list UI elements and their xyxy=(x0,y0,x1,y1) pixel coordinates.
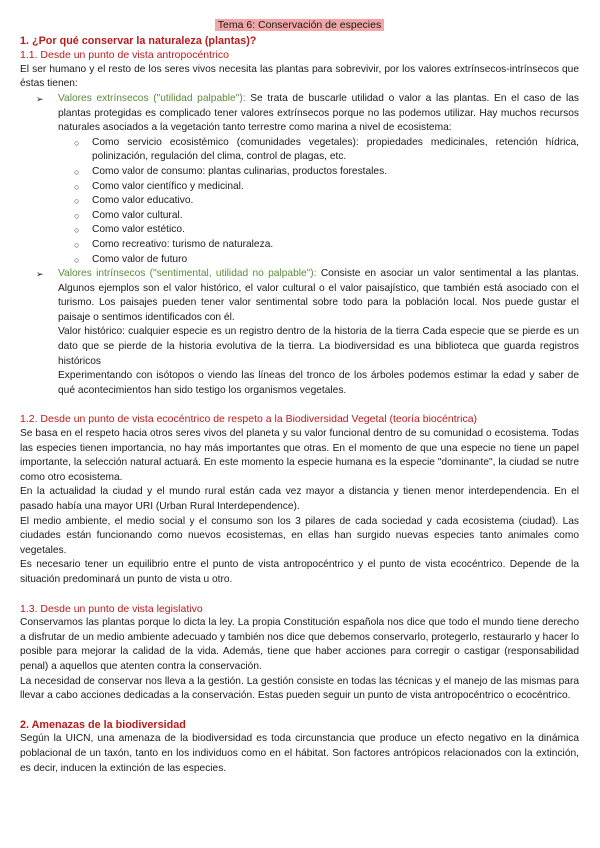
circle-bullet-icon: ○ xyxy=(74,181,80,192)
circle-bullet-icon: ○ xyxy=(74,239,80,250)
section-1-2-paragraph-2: En la actualidad la ciudad y el mundo rural están cada vez mayor a distancia y tienen menor interdependencia. En el pasado había una mayor URI (Urban Rural Interdependence). xyxy=(20,486,579,512)
circle-bullet-icon: ○ xyxy=(74,225,80,236)
extrinsic-sublist xyxy=(58,136,579,267)
section-1-2-paragraph-3: El medio ambiente, el medio social y el consumo son los 3 pilares de cada sociedad y cada ecosistema (ciudad). Las ciudades están funcionando como nuevos ecosistemas, en ellas han surgido nuevas especies tanto animales como vegetales. xyxy=(20,515,579,556)
section-1-2-heading: 1.2. Desde un punto de vista ecocéntrico de respeto a la Biodiversidad Vegetal (teoría biocéntrica) xyxy=(20,413,478,426)
list-item: ○ Como servicio ecosistémico (comunidades vegetales): propiedades medicinales, retención hídrica, polinización, regulación del clima, control de plagas, etc. xyxy=(74,136,579,163)
circle-bullet-icon: ○ xyxy=(74,166,80,177)
circle-bullet-icon: ○ xyxy=(74,210,80,221)
list-item: ○ Como valor cultural. xyxy=(92,209,579,224)
circle-bullet-icon: ○ xyxy=(74,254,80,265)
extrinsic-text: Se trata de buscarle utilidad o valor a las plantas. En el caso de las plantas protegidas es complicado tener valores extrínsecos porque no las podemos utilizar. Hay muchos recursos naturales asociados a la vegetación tanto terrestre como marina a nivel de ecosistema: xyxy=(58,92,579,134)
document-title xyxy=(20,18,579,34)
section-1-1-intro: El ser humano y el resto de los seres vivos necesita las plantas para sobrevivir, por los valores extrínsecos-intrínsecos que éstas tienen: xyxy=(20,63,579,90)
section-1-3-paragraph-1: Conservamos las plantas porque lo dicta la ley. La propia Constitución española nos dice que todo el mundo tiene derecho a disfrutar de un medio ambiente adecuado y también nos dice que debemos conservarlo, protegerlo, restaurarlo y hacer lo posible para mejorar la calidad de la vida. Además, tiene que haber acciones para corregir o castigar (responsabilidad penal) a aquellos que atenten contra la conservación. xyxy=(20,617,579,672)
arrow-bullet-icon: ➢ xyxy=(36,269,44,280)
extrinsic-values-item xyxy=(36,92,579,267)
section-1-2-paragraph-4: Es necesario tener un equilibrio entre el punto de vista antropocéntrico y el punto de vista ecocéntrico. Depende de la situación predominará un punto de vista u otro. xyxy=(20,559,579,585)
list-item: ○ Como valor estético. xyxy=(92,223,579,238)
circle-bullet-icon: ○ xyxy=(74,196,80,207)
title-text: Tema 6: Conservación de especies xyxy=(215,19,384,31)
section-2-paragraph-1: Según la UICN, una amenaza de la biodiversidad es toda circunstancia que produce un efecto negativo en la dinámica poblacional de un taxón, tanto en los individuos como en el hábitat. Son factores antrópicos relacionados con la extinción, es decir, inducen la extinción de las especies. xyxy=(20,733,579,774)
list-item: ○ Como recreativo: turismo de naturaleza. xyxy=(92,238,579,253)
section-1-heading: 1. ¿Por qué conservar la naturaleza (plantas)? xyxy=(20,34,257,47)
arrow-bullet-icon: ➢ xyxy=(36,93,44,104)
values-list xyxy=(20,92,579,398)
isotope-paragraph: Experimentando con isótopos o viendo las líneas del tronco de los árboles podemos estimar la edad y saber de qué acontecimientos han sido testigo los organismos vegetales. xyxy=(58,370,579,396)
section-1-3-heading: 1.3. Desde un punto de vista legislativo xyxy=(20,602,203,615)
intrinsic-text: Consiste en asociar un valor sentimental a las plantas. Algunos ejemplos son el valor histórico, el valor cultural o el valor paisajístico, que también está asociado con el turismo. Los paisajes pueden tener valor sentimental sobre todo para la población local. Nos puede gustar el paisaje o sentimos identificados con él. xyxy=(58,268,579,323)
list-item: ○ Como valor científico y medicinal. xyxy=(92,180,579,195)
intrinsic-label: Valores intrínsecos ("sentimental, utilidad no palpable"): xyxy=(58,268,317,280)
extrinsic-label: Valores extrínsecos ("utilidad palpable"): xyxy=(58,92,246,104)
section-1-2-paragraph-1: Se basa en el respeto hacia otros seres vivos del planeta y su valor funcional dentro de su comunidad o ecosistema. Todas las especies tienen importancia, no hay más importantes que otras. En el momento de que una especie no tiene un papel importante, la selección natural actuará. En este momento la especie humana es la especie "dominante", la ciudad se nutre como otro ecosistema. xyxy=(20,428,579,483)
circle-bullet-icon: ○ xyxy=(74,137,80,148)
section-1-1-heading: 1.1. Desde un punto de vista antropocéntrico xyxy=(20,49,229,62)
list-item: ○ Como valor de futuro xyxy=(92,253,579,268)
list-item: ○ Como valor educativo. xyxy=(92,194,579,209)
section-2-heading: 2. Amenazas de la biodiversidad xyxy=(20,718,186,731)
list-item: ○ Como valor de consumo: plantas culinarias, productos forestales. xyxy=(92,165,579,180)
intrinsic-values-item xyxy=(36,267,579,398)
section-1-3-paragraph-2: La necesidad de conservar nos lleva a la gestión. La gestión consiste en todas las técnicas y el manejo de las mismas para llevar a cabo acciones dedicadas a la conservación. Estas pueden seguir un punto de vista antropocéntrico o ecocéntrico. xyxy=(20,675,579,702)
historic-value-paragraph: Valor histórico: cualquier especie es un registro dentro de la historia de la tierra Cada especie que se pierde es un dato que se pierde de la historia evolutiva de la tierra. La biodiversidad es una biblioteca que guarda registros históricos xyxy=(58,326,579,367)
